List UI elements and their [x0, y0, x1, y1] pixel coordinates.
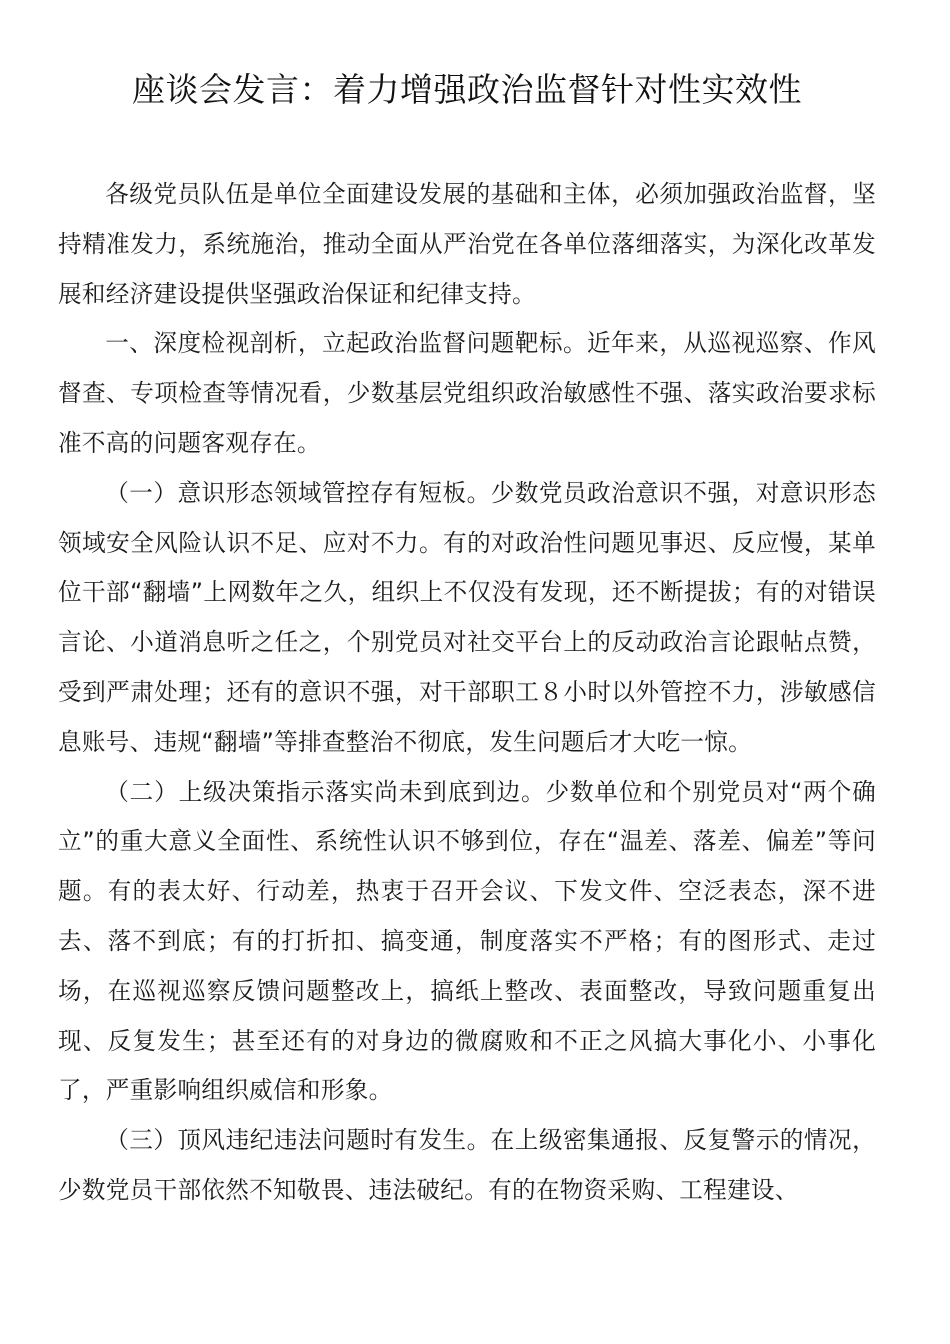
paragraph-subsection-1: （一）意识形态领域管控存有短板。少数党员政治意识不强，对意识形态领域安全风险认识不足、应对不力。有的对政治性问题见事迟、反应慢，某单位干部“翻墙”上网数年之久，组织上不仅没有发现，还不断提拔；有的对错误言论、小道消息听之任之，个别党员对社交平台上的反动政治言论跟帖点赞，受到严肃处理；还有的意识不强，对干部职工８小时以外管控不力，涉敏感信息账号、违规“翻墙”等排查整治不彻底，发生问题后才大吃一惊。 — [58, 478, 876, 756]
document-body — [58, 170, 876, 1216]
paragraph-intro: 各级党员队伍是单位全面建设发展的基础和主体，必须加强政治监督，坚持精准发力，系统施治，推动全面从严治党在各单位落细落实，为深化改革发展和经济建设提供坚强政治保证和纪律支持。 — [58, 180, 876, 308]
paragraph-section-1: 一、深度检视剖析，立起政治监督问题靶标。近年来，从巡视巡察、作风督查、专项检查等情况看，少数基层党组织政治敏感性不强、落实政治要求标准不高的问题客观存在。 — [58, 329, 876, 457]
paragraph-subsection-2: （二）上级决策指示落实尚未到底到边。少数单位和个别党员对“两个确立”的重大意义全面性、系统性认识不够到位，存在“温差、落差、偏差”等问题。有的表太好、行动差，热衷于召开会议、下发文件、空泛表态，深不进去、落不到底；有的打折扣、搞变通，制度落实不严格；有的图形式、走过场，在巡视巡察反馈问题整改上，搞纸上整改、表面整改，导致问题重复出现、反复发生；甚至还有的对身边的微腐败和不正之风搞大事化小、小事化了，严重影响组织威信和形象。 — [58, 777, 876, 1105]
document-title: 座谈会发言：着力增强政治监督针对性实效性 — [132, 70, 802, 109]
paragraph-subsection-3: （三）顶风违纪违法问题时有发生。在上级密集通报、反复警示的情况，少数党员干部依然不知敬畏、违法破纪。有的在物资采购、工程建设、 — [58, 1126, 876, 1204]
